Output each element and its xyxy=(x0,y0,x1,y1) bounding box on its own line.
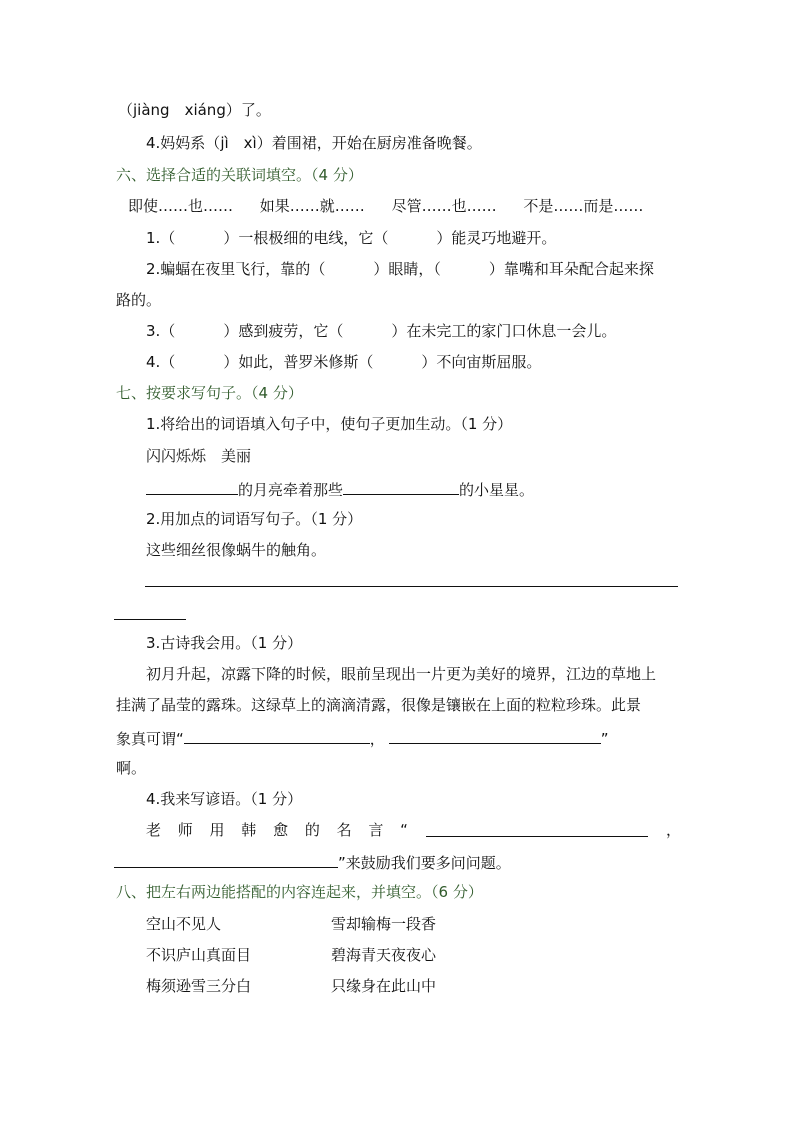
answer-line-cont[interactable] xyxy=(114,619,186,620)
item-text: ）感到疲劳，它（ xyxy=(223,322,344,340)
item-text: ， xyxy=(369,730,385,748)
option: 不是……而是…… xyxy=(523,197,644,215)
q7-sub3-line4: 啊。 xyxy=(116,759,147,777)
conjunction-options xyxy=(128,196,643,216)
fill-line[interactable] xyxy=(146,478,238,495)
q7-sub3-title: 3.古诗我会用。（1 分） xyxy=(146,634,303,652)
q6-item-3 xyxy=(146,321,616,341)
fill-line[interactable] xyxy=(426,820,648,837)
match-right-item[interactable]: 碧海青天夜夜心 xyxy=(331,946,437,964)
item-text: 2.蝙蝠在夜里飞行，靠的（ xyxy=(146,260,326,278)
item-text: 1.（ xyxy=(146,229,176,247)
char: 愈 xyxy=(273,821,289,839)
match-left-item[interactable]: 梅须逊雪三分白 xyxy=(146,977,252,995)
pinyin-options: jiàng xiáng xyxy=(133,101,226,119)
item-text: ）一根极细的电线，它（ xyxy=(223,229,389,247)
item-text: ）眼睛，（ xyxy=(373,260,441,278)
char: 用 xyxy=(209,821,225,839)
spaced-text xyxy=(146,820,408,840)
char: “ xyxy=(400,821,408,839)
q7-sub4-line1 xyxy=(146,820,686,840)
item-text: 的小星星。 xyxy=(459,481,535,499)
item-text: ” xyxy=(600,730,609,748)
q7-sub3-line2: 挂满了晶莹的露珠。这绿草上的滴滴清露，很像是镶嵌在上面的粒粒珍珠。此景 xyxy=(116,696,642,714)
fill-line[interactable] xyxy=(114,851,338,868)
item-text: 的月亮牵着那些 xyxy=(238,481,344,499)
paren-close-text: ）了。 xyxy=(225,101,271,119)
option: 如果……就…… xyxy=(259,197,365,215)
q7-sub1-sentence xyxy=(146,478,534,500)
item-text: ）能灵巧地避开。 xyxy=(436,229,557,247)
section-7-title: 七、按要求写句子。（4 分） xyxy=(116,384,303,402)
answer-line[interactable] xyxy=(145,586,678,587)
pinyin-options: jì xì xyxy=(220,134,257,152)
q7-sub3-line1: 初月升起，凉露下降的时候，眼前呈现出一片更为美好的境界，江边的草地上 xyxy=(146,665,657,683)
q7-sub1-words: 闪闪烁烁 美丽 xyxy=(146,447,252,465)
section-6-title: 六、选择合适的关联词填空。（4 分） xyxy=(116,166,363,184)
char: 韩 xyxy=(241,821,257,839)
char: 师 xyxy=(177,821,193,839)
q5-continuation xyxy=(118,100,271,120)
item-text: ）如此，普罗米修斯（ xyxy=(223,353,374,371)
q5-item-4 xyxy=(146,133,482,153)
item-text: 象真可谓“ xyxy=(116,730,184,748)
q7-sub2-sentence: 这些细丝很像蜗牛的触角。 xyxy=(146,541,327,559)
item-text: ）不向宙斯屈服。 xyxy=(421,353,542,371)
match-left-item[interactable]: 空山不见人 xyxy=(146,915,222,933)
item-text: 4.（ xyxy=(146,353,176,371)
char: 的 xyxy=(304,821,320,839)
q6-item-1 xyxy=(146,228,556,248)
item-text: 4.妈妈系（ xyxy=(146,134,221,152)
match-left-item[interactable]: 不识庐山真面目 xyxy=(146,946,252,964)
fill-line[interactable] xyxy=(343,478,459,495)
section-8-title: 八、把左右两边能搭配的内容连起来，并填空。（6 分） xyxy=(116,883,483,901)
match-right-item[interactable]: 雪却输梅一段香 xyxy=(331,915,437,933)
option: 尽管……也…… xyxy=(391,197,497,215)
q7-sub4-line2 xyxy=(114,851,511,873)
q6-item-4 xyxy=(146,352,541,372)
q7-sub1-title: 1.将给出的词语填入句子中，使句子更加生动。（1 分） xyxy=(146,415,513,433)
q6-item-2 xyxy=(146,259,654,279)
fill-line[interactable] xyxy=(389,727,601,744)
char: 言 xyxy=(368,821,384,839)
q7-sub3-line3 xyxy=(116,727,609,749)
char: 名 xyxy=(336,821,352,839)
q7-sub4-title: 4.我来写谚语。（1 分） xyxy=(146,790,303,808)
item-text: ， xyxy=(666,821,682,839)
item-text: ”来鼓励我们要多问问题。 xyxy=(338,854,511,872)
paren-open: （ xyxy=(118,101,134,119)
item-text: ）靠嘴和耳朵配合起来探 xyxy=(488,260,654,278)
q7-sub2-title: 2.用加点的词语写句子。（1 分） xyxy=(146,510,363,528)
item-text: ）在未完工的家门口休息一会儿。 xyxy=(391,322,617,340)
char: 老 xyxy=(146,821,162,839)
option: 即使……也…… xyxy=(128,197,234,215)
match-right-item[interactable]: 只缘身在此山中 xyxy=(331,977,437,995)
q6-item-2-cont: 路的。 xyxy=(116,291,162,309)
fill-line[interactable] xyxy=(184,727,370,744)
item-text: 3.（ xyxy=(146,322,176,340)
item-text: ）着围裙，开始在厨房准备晚餐。 xyxy=(256,134,482,152)
